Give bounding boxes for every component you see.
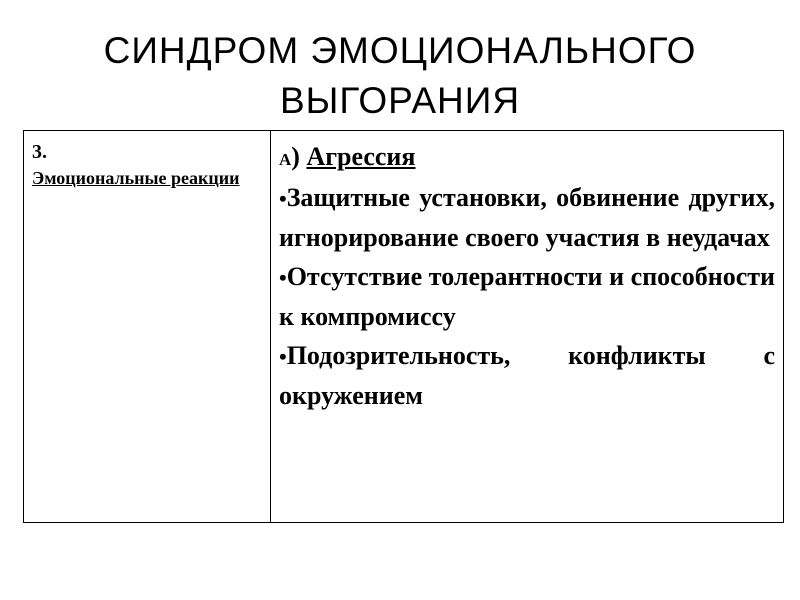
table-row <box>24 131 784 523</box>
bullet-item <box>279 257 775 336</box>
subheading-letter: А <box>279 150 292 169</box>
bullet-dot-icon: • <box>279 265 287 290</box>
subheading <box>279 139 775 178</box>
bullet-dot-icon: • <box>279 186 287 211</box>
bullet-item <box>279 336 775 415</box>
content-table <box>23 130 784 523</box>
slide-title-line-1: СИНДРОМ ЭМОЦИОНАЛЬНОГО <box>103 30 697 71</box>
slide-title <box>0 26 800 126</box>
slide-title-line-2: ВЫГОРАНИЯ <box>279 80 521 121</box>
bullet-text: Подозрительность, конфликты с окружением <box>279 341 775 410</box>
category-title: Эмоциональные реакции <box>32 168 240 188</box>
subheading-text: Агрессия <box>306 142 416 171</box>
bullet-item <box>279 178 775 257</box>
subheading-paren: ) <box>291 142 300 171</box>
bullet-text: Защитные установки, обвинение других, игнорирование своего участия в неудачах <box>279 183 775 252</box>
bullet-text: Отсутствие толерантности и способности к компромиссу <box>279 262 775 331</box>
bullet-dot-icon: • <box>279 344 287 369</box>
description-cell <box>271 131 784 523</box>
category-number: 3. <box>32 141 47 163</box>
category-cell <box>24 131 271 523</box>
